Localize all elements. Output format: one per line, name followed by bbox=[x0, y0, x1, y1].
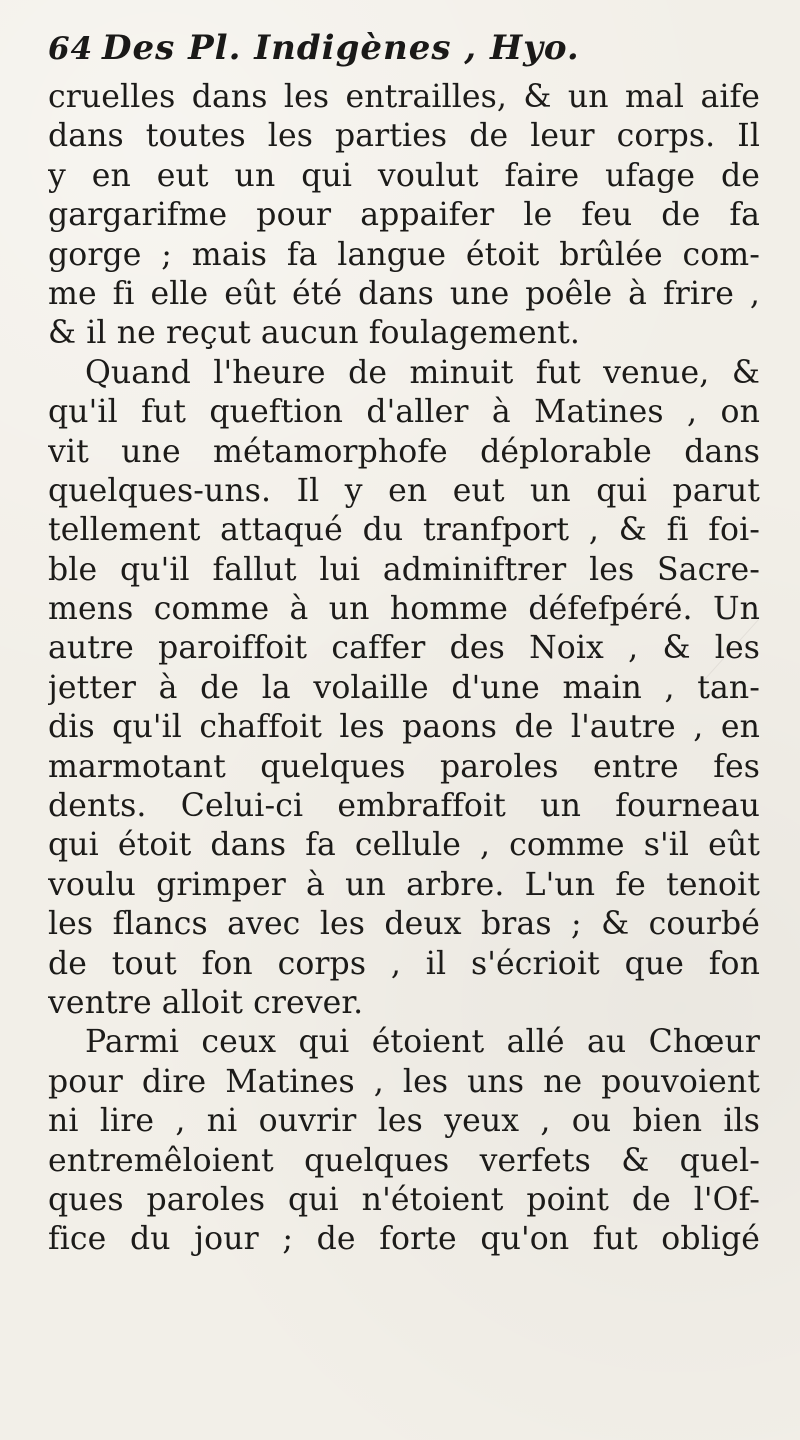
text-line: mens comme à un homme défefpéré. Un bbox=[48, 591, 760, 628]
text-line: quelques-uns. Il y en eut un qui parut bbox=[48, 472, 760, 509]
text-line: pour dire Matines , les uns ne pouvoient bbox=[48, 1063, 760, 1100]
text-line: cruelles dans les entrailles, & un mal aife bbox=[48, 79, 760, 115]
text-line: voulu grimper à un arbre. L'un fe tenoit bbox=[48, 866, 760, 903]
text-line: & il ne reçut aucun foulagement. bbox=[48, 315, 580, 352]
text-line: me fi elle eût été dans une poêle à frire , bbox=[48, 275, 760, 312]
text-line: dans toutes les parties de leur corps. Il bbox=[48, 118, 760, 155]
text-line: ble qu'il fallut lui adminiftrer les Sacre- bbox=[48, 551, 760, 588]
text-line: entremêloient quelques verfets & quel- bbox=[48, 1142, 760, 1179]
text-line: jetter à de la volaille d'une main , tan- bbox=[48, 669, 760, 706]
text-line: tellement attaqué du tranfport , & fi foi- bbox=[48, 512, 760, 549]
text-line: marmotant quelques paroles entre fes bbox=[48, 748, 760, 785]
text-line: ques paroles qui n'étoient point de l'Of- bbox=[48, 1181, 760, 1218]
body-text bbox=[48, 78, 760, 1398]
page-header bbox=[48, 28, 748, 80]
text-line: dents. Celui-ci embraffoit un fourneau bbox=[48, 788, 760, 825]
page-number: 64 bbox=[48, 31, 94, 67]
text-line: qu'il fut queftion d'aller à Matines , on bbox=[48, 394, 760, 431]
text-line: dis qu'il chaffoit les paons de l'autre , en bbox=[48, 709, 760, 746]
text-line: fice du jour ; de forte qu'on fut obligé bbox=[48, 1221, 760, 1258]
text-line: vit une métamorphofe déplorable dans bbox=[48, 433, 760, 470]
text-line: Parmi ceux qui étoient allé au Chœur bbox=[85, 1024, 760, 1061]
text-line: gargarifme pour appaifer le feu de fa bbox=[48, 197, 760, 234]
text-line: les flancs avec les deux bras ; & courbé bbox=[48, 906, 760, 943]
text-line: ventre alloit crever. bbox=[48, 984, 364, 1021]
text-line: gorge ; mais fa langue étoit brûlée com- bbox=[48, 236, 760, 273]
text-line: ni lire , ni ouvrir les yeux , ou bien ils bbox=[48, 1103, 760, 1140]
text-line: Quand l'heure de minuit fut venue, & bbox=[85, 354, 760, 391]
text-line: y en eut un qui voulut faire ufage de bbox=[48, 157, 760, 194]
running-head: Des Pl. Indigènes , Hyo. bbox=[102, 28, 580, 68]
text-line: autre paroiffoit caffer des Noix , & les bbox=[48, 630, 760, 667]
text-line: qui étoit dans fa cellule , comme s'il eût bbox=[48, 827, 760, 864]
text-line: de tout fon corps , il s'écrioit que fon bbox=[48, 945, 760, 982]
